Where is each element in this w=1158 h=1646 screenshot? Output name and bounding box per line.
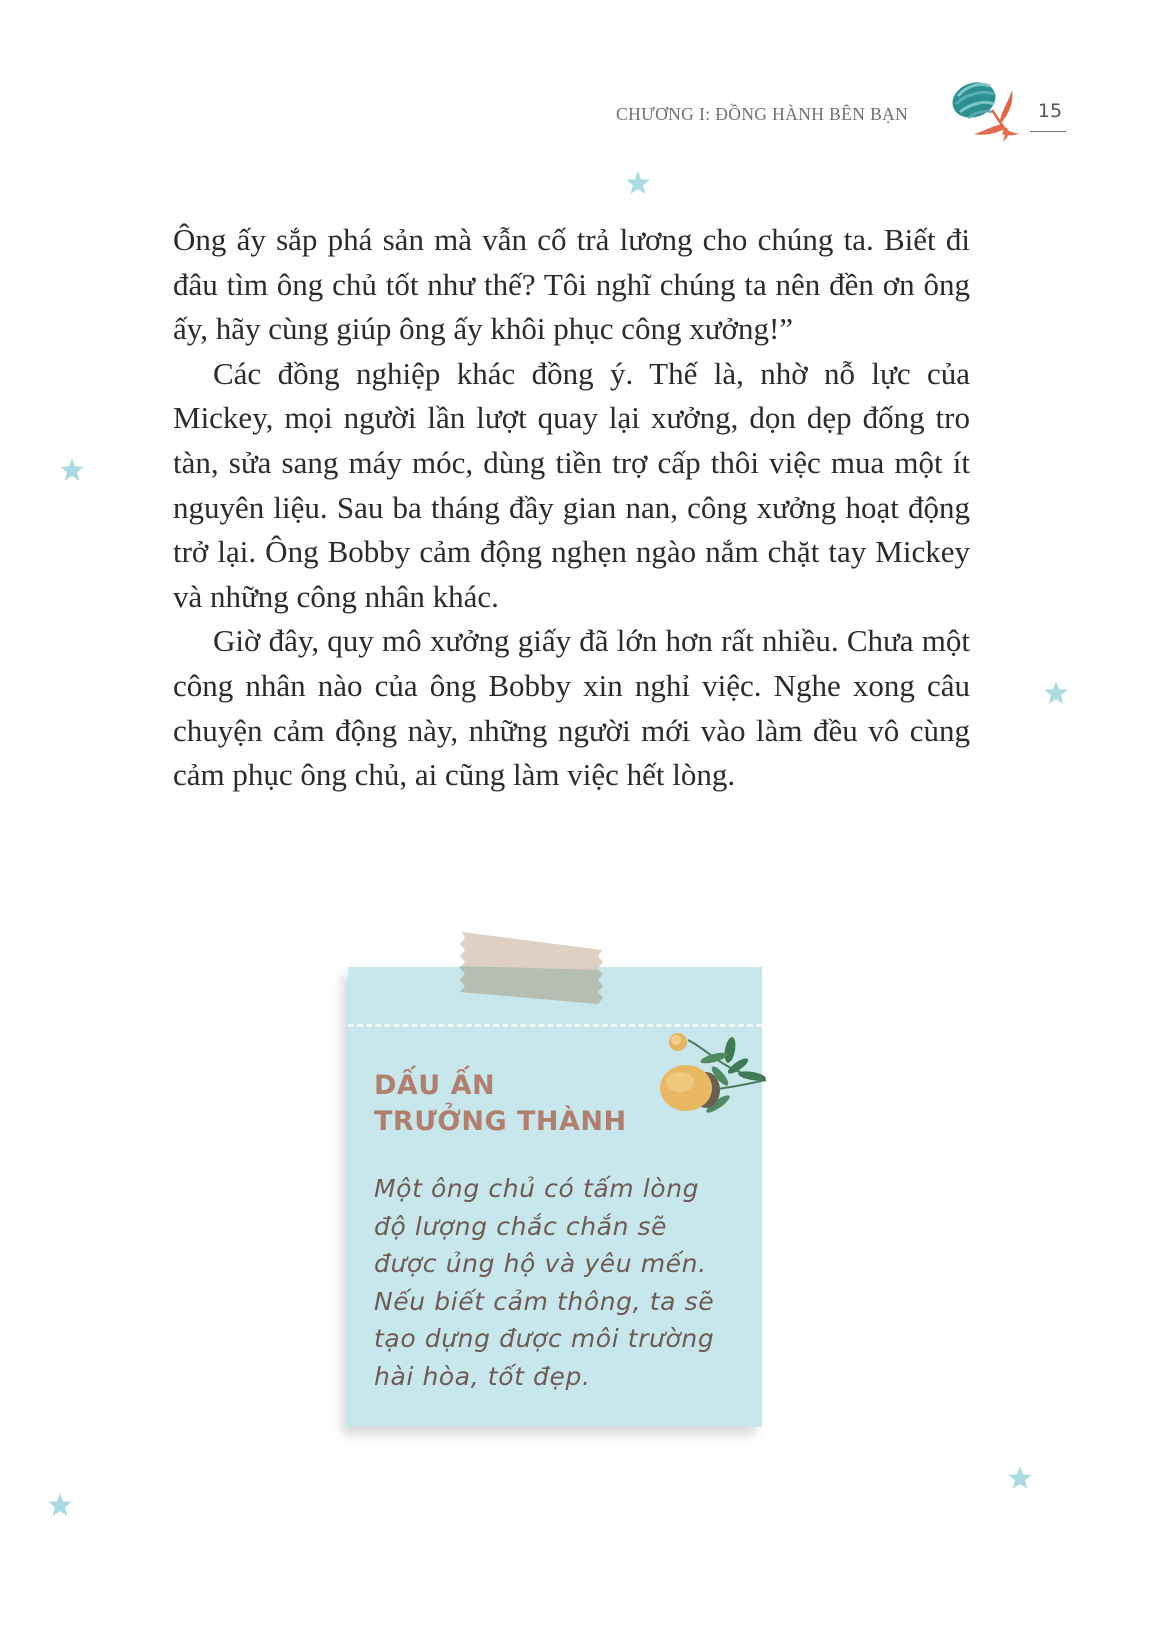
paragraph: Các đồng nghiệp khác đồng ý. Thế là, nhờ nỗ lực của Mickey, mọi người lần lượt quay lại xưởng, dọn dẹp đống tro tàn, sửa sang máy móc, dùng tiền trợ cấp thôi việc mua một ít nguyên liệu. Sau ba tháng đầy gian nan, công xưởng hoạt động trở lại. Ông Bobby cảm động nghẹn ngào nắm chặt tay Mickey và những công nhân khác. bbox=[173, 355, 970, 614]
dashed-divider bbox=[348, 1024, 762, 1027]
note-line: Một ông chủ có tấm lòng bbox=[374, 1174, 700, 1203]
chapter-title: CHƯƠNG I: ĐỒNG HÀNH BÊN BẠN bbox=[616, 104, 909, 124]
star-icon bbox=[625, 170, 651, 196]
paragraph: Ông ấy sắp phá sản mà vẫn cố trả lương cho chúng ta. Biết đi đâu tìm ông chủ tốt như thế? Tôi nghĩ chúng ta nên đền ơn ông ấy, hãy cùng giúp ông ấy khôi phục công xưởng!” bbox=[173, 222, 970, 347]
star-icon bbox=[59, 457, 85, 483]
potato-sprig-icon bbox=[648, 1030, 770, 1118]
star-icon bbox=[1043, 680, 1069, 706]
star-icon bbox=[1007, 1465, 1033, 1491]
note-heading-line: DẤU ẤN bbox=[374, 1070, 496, 1101]
note-line: được ủng hộ và yêu mến. bbox=[374, 1249, 707, 1278]
page-number: 15 bbox=[1037, 100, 1063, 122]
star-icon bbox=[47, 1492, 73, 1518]
page-header bbox=[0, 0, 1158, 160]
note-line: Nếu biết cảm thông, ta sẽ bbox=[374, 1286, 715, 1316]
teal-flower-icon bbox=[952, 76, 1022, 142]
washi-tape-icon bbox=[458, 928, 608, 1010]
note-heading bbox=[374, 1068, 634, 1140]
note-line: hài hòa, tốt đẹp. bbox=[374, 1361, 591, 1391]
paragraph: Giờ đây, quy mô xưởng giấy đã lớn hơn rất nhiều. Chưa một công nhân nào của ông Bobby xin nghỉ việc. Nghe xong câu chuyện cảm động này, những người mới vào làm đều vô cùng cảm phục ông chủ, ai cũng làm việc hết lòng. bbox=[173, 623, 970, 793]
note-line: độ lượng chắc chắn sẽ bbox=[374, 1211, 668, 1241]
note-heading-line: TRƯỞNG THÀNH bbox=[374, 1106, 627, 1137]
story-body bbox=[173, 218, 970, 798]
page-number-underline bbox=[1030, 131, 1066, 132]
note-line: tạo dựng được môi trường bbox=[374, 1324, 715, 1353]
note-body bbox=[374, 1170, 724, 1395]
